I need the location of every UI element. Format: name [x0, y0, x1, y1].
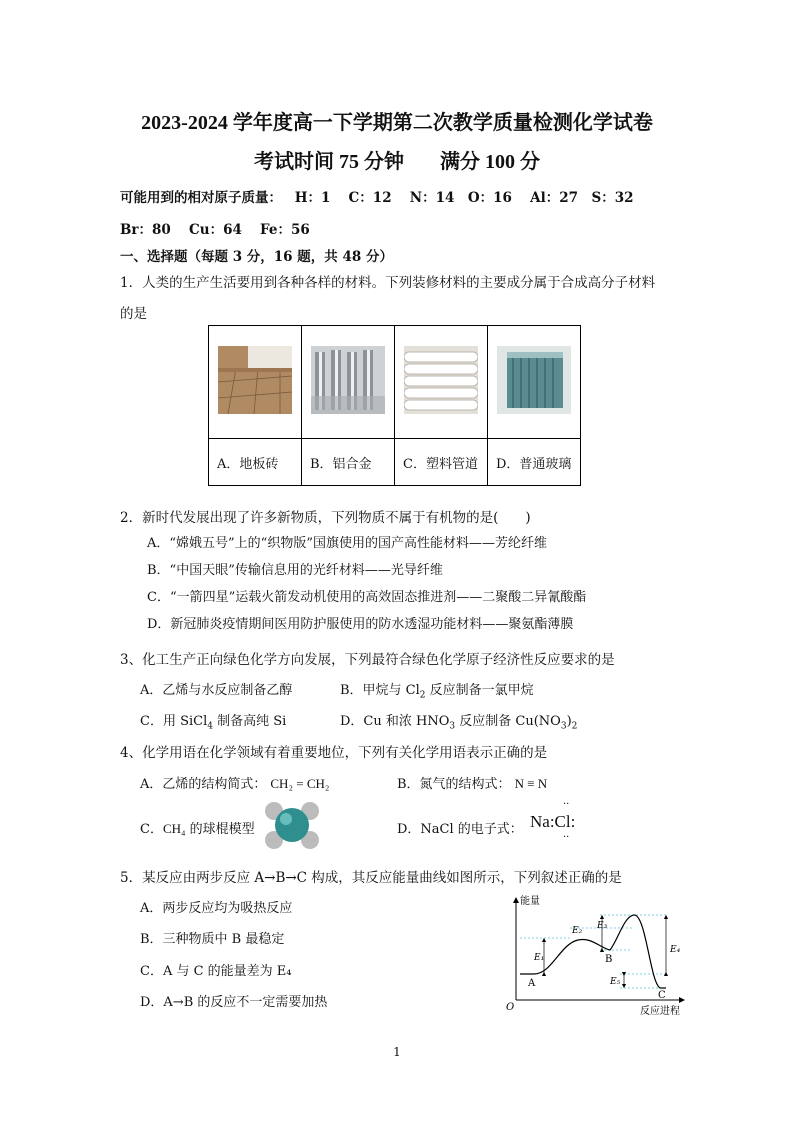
q1-image-cell-c	[395, 326, 488, 439]
e2-label: E₂	[572, 926, 583, 936]
q2-stem: 2．新时代发展出现了许多新物质，下列物质不属于有机物的是( )	[120, 510, 531, 526]
page-number: 1	[393, 1045, 401, 1059]
aluminum-alloy-image	[311, 346, 385, 414]
atomic-masses-line2: Br：80 Cu：64 Fe：56	[120, 222, 310, 238]
q1-image-cell-d	[488, 326, 581, 439]
q5-stem: 5．某反应由两步反应 A→B→C 构成，其反应能量曲线如图所示，下列叙述正确的是	[120, 870, 622, 886]
atomic-masses-values: H：1 C：12 N：14 O：16 Al：27 S：32	[294, 190, 634, 206]
q1-option-c: C．塑料管道	[395, 439, 488, 486]
point-c-label: C	[658, 990, 666, 1001]
glass-image	[497, 346, 571, 414]
e1-label: E₁	[534, 953, 545, 963]
q1-image-cell-a	[209, 326, 302, 439]
q3-option-b: B．甲烷与 $Cl_2$ 反应制备一氯甲烷	[340, 683, 534, 701]
energy-curve	[520, 915, 666, 988]
q2-option-d: D．新冠肺炎疫情期间医用防护服使用的防水透湿功能材料——聚氨酯薄膜	[147, 617, 574, 632]
q4-stem: 4、化学用语在化学领域有着重要地位，下列有关化学用语表示正确的是	[120, 745, 548, 761]
nacl-top-dots: ··	[563, 799, 570, 810]
q5-option-d: D．A→B 的反应不一定需要加热	[140, 995, 328, 1010]
q2-option-a: A．“嫦娥五号”上的“织物版”国旗使用的国产高性能材料——芳纶纤维	[147, 536, 547, 551]
q2-option-c: C．“一箭四星”运载火箭发动机使用的高效固态推进剂——二聚酸二异氰酸酯	[147, 590, 587, 605]
q5-option-b: B．三种物质中 B 最稳定	[140, 932, 285, 947]
q1-image-cell-b	[302, 326, 395, 439]
q5-option-a: A．两步反应均为吸热反应	[140, 901, 293, 916]
energy-x-label: 反应进程	[640, 1006, 680, 1017]
exam-title: 2023-2024 学年度高一下学期第二次教学质量检测化学试卷	[141, 112, 653, 134]
nacl-electron-formula: Na:Cl:	[530, 812, 576, 831]
q1-option-a: A．地板砖	[209, 439, 302, 486]
exam-score: 满分 100 分	[440, 151, 540, 173]
q1-materials-table	[208, 325, 581, 486]
exam-subtitle	[0, 145, 794, 174]
q4-option-d: D．NaCl 的电子式：	[397, 822, 523, 837]
q3-option-c: C．用 SiCl$_4$ 制备高纯 Si	[140, 714, 287, 732]
energy-diagram	[500, 892, 690, 1018]
q4-option-b: B．氮气的结构式： N ≡ N	[397, 776, 548, 792]
floor-tile-image	[218, 346, 292, 414]
q1-option-d: D．普通玻璃	[488, 439, 581, 486]
q3-option-a: A．乙烯与水反应制备乙醇	[140, 683, 293, 698]
q4-option-c: C．CH₄ 的球棍模型	[140, 821, 255, 837]
q1-stem-line2: 的是	[120, 306, 147, 322]
point-a-label: A	[528, 978, 536, 989]
q4-option-a: A．乙烯的结构简式： CH₂ = CH₂	[140, 776, 330, 792]
e4-label: E₄	[670, 945, 681, 955]
energy-y-label: 能量	[520, 896, 540, 907]
q3-option-d: D．Cu 和浓 $HNO_3$ 反应制备 $Cu(NO_3)_2$	[340, 714, 578, 732]
q5-option-c: C．A 与 C 的能量差为 E₄	[140, 964, 292, 979]
q1-stem-line1: 1．人类的生产生活要用到各种各样的材料。下列装修材料的主要成分属于合成高分子材料	[120, 275, 656, 291]
point-b-label: B	[605, 954, 613, 965]
q2-option-b: B．“中国天眼”传输信息用的光纤材料——光导纤维	[147, 563, 443, 578]
e5-label: E₅	[610, 977, 621, 987]
q3-stem: 3、化工生产正向绿色化学方向发展，下列最符合绿色化学原子经济性反应要求的是	[120, 652, 615, 668]
plastic-pipe-image	[404, 346, 478, 414]
atomic-masses-line1	[120, 186, 634, 206]
atomic-masses-label: 可能用到的相对原子质量：	[120, 190, 282, 206]
ch4-ball-stick-model	[262, 800, 322, 850]
nacl-bottom-dots: ··	[563, 832, 570, 843]
q1-option-b: B．铝合金	[302, 439, 395, 486]
origin-label: O	[506, 1002, 515, 1013]
exam-time: 考试时间 75 分钟	[254, 151, 404, 173]
e3-label: E₃	[597, 921, 608, 931]
section-heading: 一、选择题（每题 3 分，16 题，共 48 分）	[120, 249, 393, 265]
